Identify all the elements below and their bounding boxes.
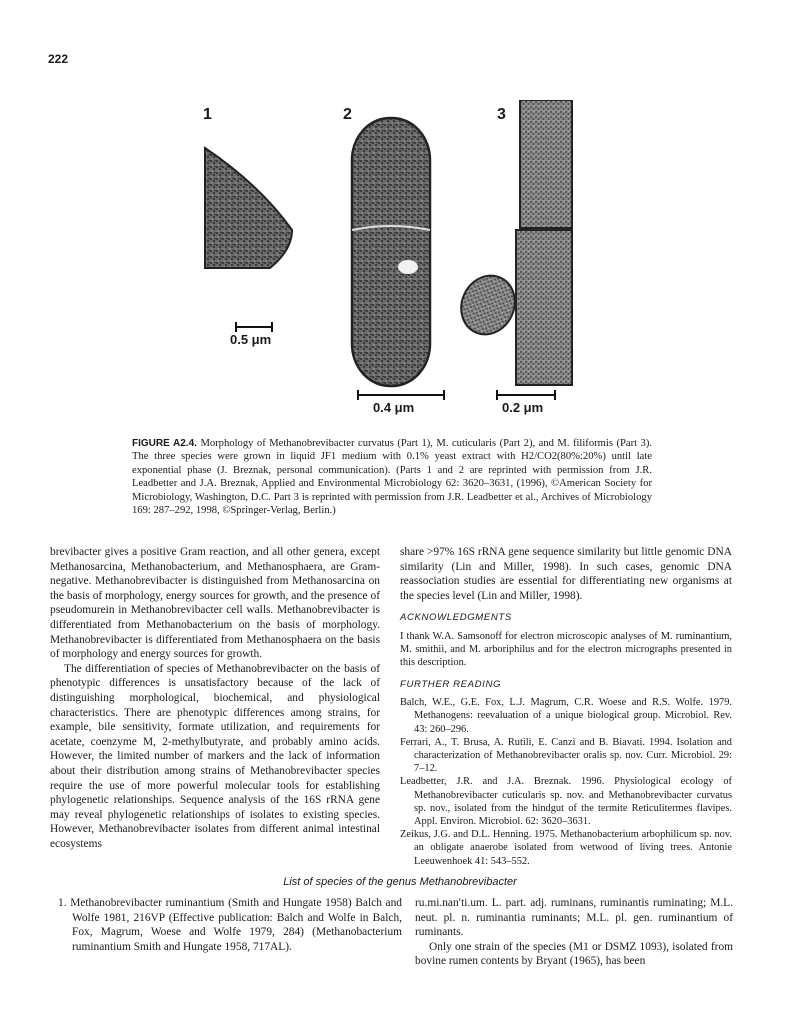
scale-label-2: 0.4 μm	[373, 400, 415, 415]
body-paragraph: brevibacter gives a positive Gram reaction, and all other genera, except Methanosarcina, Methanobacterium, and Methanosphaera, are Gram-negative. Methanobrevibacter is distinguished from Methanosarcina on the basis of morphology, energy sources for growth, and the presence of pseudomurein in Methanobrevibacter cell walls. Methanobrevibacter is differentiated from Methanobacterium on the basis of morphology. Methanobrevibacter is differentiated from Methanosphaera on the basis of morphology and energy sources for growth.	[50, 546, 380, 661]
body-paragraph: The differentiation of species of Methanobrevibacter on the basis of phenotypic differences is unsatisfactory because of the lack of distinguishing morphological, biochemical, and physiological characteristics. There are phenotypic differences among strains, for example, bile sensitivity, formate utilization, and requirements for acetate, coenzyme M, 2-methylbutyrate, and probably amino acids. However, the limited number of markers and the lack of information about their distribution among strains of Methanobrevibacter species require the use of more powerful molecular tools for establishing phylogenetic relationships. Sequence analysis of the 16S rRNA gene may reveal phylogenetic relationships of isolates to existing species. However, Methanobrevibacter isolates from different animal intestinal ecosystems	[50, 662, 380, 850]
scale-label-3: 0.2 μm	[502, 400, 544, 415]
left-column	[50, 545, 380, 851]
right-column	[400, 545, 732, 868]
reference-item: Leadbetter, J.R. and J.A. Breznak. 1996. Physiological ecology of Methanobrevibacter cuticularis sp. nov. and Methanobrevibacter curvatus sp. nov., isolated from the hindgut of the termite Reticulitermes flavipes. Appl. Environ. Microbiol. 62: 3620–3631.	[400, 776, 732, 827]
caption-text: Morphology of Methanobrevibacter curvatus (Part 1), M. cuticularis (Part 2), and M. filiformis (Part 3). The three species were grown in liquid JF1 medium with 0.1% yeast extract with H2/CO2(80%:20%) until late exponential phase (J. Breznak, personal communication). (Parts 1 and 2 are reprinted with permission from J.R. Leadbetter and J.A. Breznak, Applied and Environmental Microbiology 62: 3620–3631, (1996), ©American Society for Microbiology, Washington, D.C. Part 3 is reprinted with permission from J.R. Leadbetter et al., Archives of Microbiology 169: 287–292, 1998, ©Springer-Verlag, Berlin.)	[132, 438, 653, 517]
scale-bar-1	[235, 326, 273, 328]
micrograph-figure	[0, 100, 800, 430]
scale-label-1: 0.5 μm	[230, 332, 272, 347]
caption-label: FIGURE A2.4.	[132, 438, 197, 449]
micrograph-image	[0, 100, 800, 400]
etymology-text: ru.mi.nan′ti.um. L. part. adj. ruminans, ruminantis ruminating; M.L. neut. pl. n. ruminantia ruminants; M.L. pl. gen. ruminantium of ruminants.	[415, 897, 733, 939]
species-entry: 1. Methanobrevibacter ruminantium (Smith and Hungate 1958) Balch and Wolfe 1981, 216VP (Effective publication: Balch and Wolfe in Balch, Fox, Magrum, Woese and Wolfe 1979, 284) (Methanobacterium ruminantium Smith and Hungate 1958, 717AL).	[58, 897, 402, 953]
reference-item: Zeikus, J.G. and D.L. Henning. 1975. Methanobacterium arbophilicum sp. nov. an obligate anaerobe isolated from wetwood of living trees. Antonie Leeuwenhoek 41: 543–552.	[400, 829, 732, 867]
panel-label-3: 3	[497, 106, 506, 123]
reference-item: Balch, W.E., G.E. Fox, L.J. Magrum, C.R. Woese and R.S. Wolfe. 1979. Methanogens: reevaluation of a unique biological group. Microbiol. Rev. 43: 260–296.	[400, 697, 732, 735]
panel-label-2: 2	[343, 106, 352, 123]
scale-bar-2	[357, 394, 445, 396]
page-number: 222	[48, 52, 69, 66]
body-paragraph: share >97% 16S rRNA gene sequence similarity but little genomic DNA similarity (Lin and Miller, 1998). In such cases, genomic DNA reassociation studies are essential for differentiating new organisms at the species level (Lin and Miller, 1998).	[400, 546, 732, 602]
acknowledgments-text: I thank W.A. Samsonoff for electron microscopic analyses of M. ruminantium, M. smithii, and M. arboriphilus and for the electron micrographs presented in this description.	[400, 630, 732, 669]
panel-label-1: 1	[203, 106, 212, 123]
reference-item: Ferrari, A., T. Brusa, A. Rutili, E. Canzi and B. Biavati. 1994. Isolation and characterization of Methanobrevibacter oralis sp. nov. Curr. Microbiol. 29: 7–12.	[400, 736, 732, 775]
figure-caption	[132, 437, 652, 517]
acknowledgments-heading: ACKNOWLEDGMENTS	[400, 612, 512, 624]
species-description	[415, 896, 733, 969]
strain-text: Only one strain of the species (M1 or DSMZ 1093), isolated from bovine rumen contents by Bryant (1965), has been	[415, 940, 733, 968]
species-list-title: List of species of the genus Methanobrevibacter	[283, 876, 517, 888]
further-reading-heading: FURTHER READING	[400, 678, 502, 690]
scale-bar-3	[496, 394, 556, 396]
